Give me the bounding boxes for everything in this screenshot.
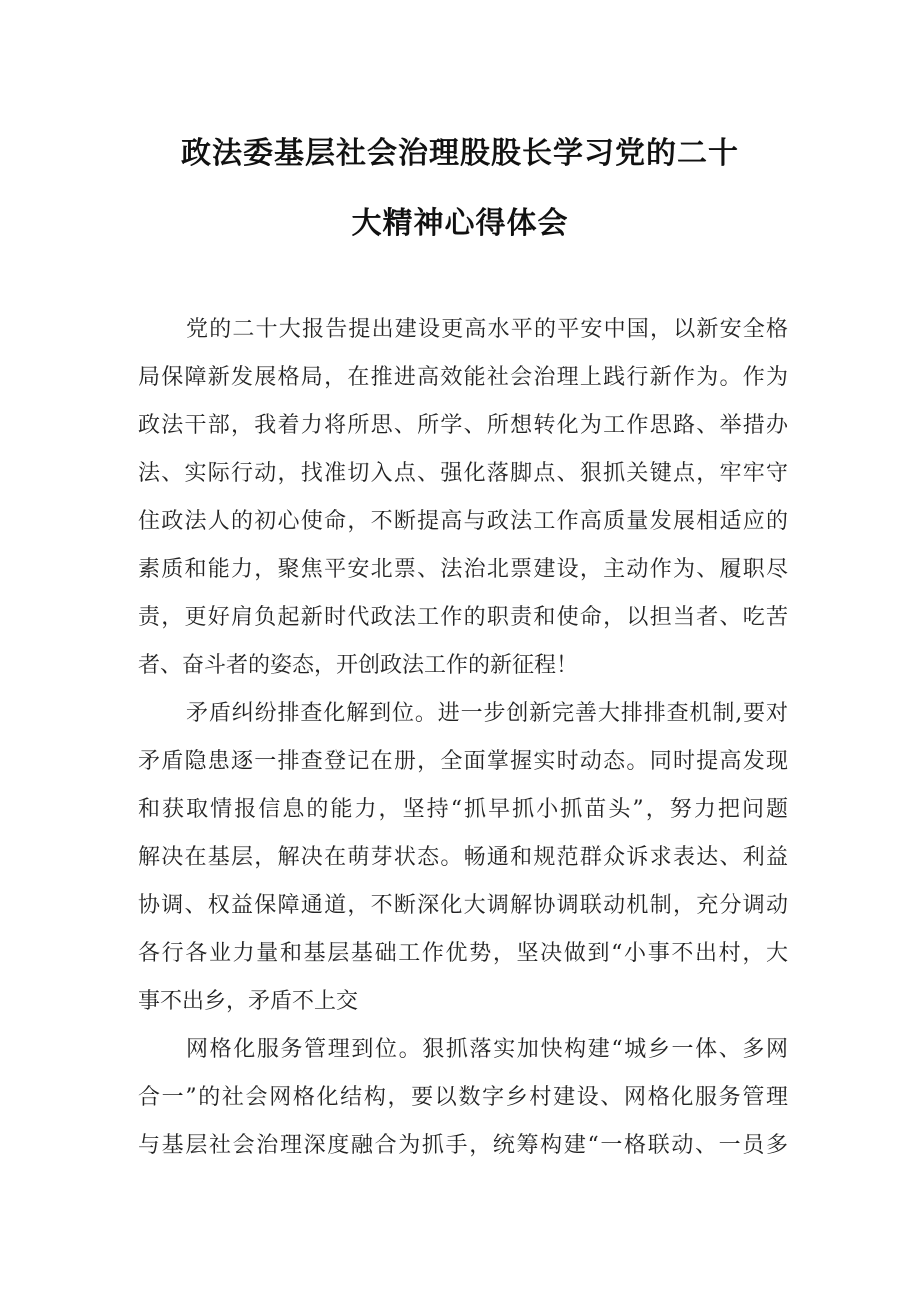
paragraph-3-line: 与基层社会治理深度融合为抓手，统筹构建“一格联动、一员多 (138, 1133, 788, 1158)
paragraph-2-line: 各行各业力量和基层基础工作优势，坚决做到“小事不出村，大 (138, 941, 788, 966)
paragraph-2-line: 协调、权益保障通道，不断深化大调解协调联动机制，充分调动 (138, 893, 788, 918)
paragraph-3-line: 合一”的社会网格化结构，要以数字乡村建设、网格化服务管理 (138, 1085, 788, 1110)
document-title-line-2: 大精神心得体会 (351, 206, 569, 241)
paragraph-2-line: 解决在基层，解决在萌芽状态。畅通和规范群众诉求表达、利益 (138, 845, 788, 870)
paragraph-1-line: 住政法人的初心使命，不断提高与政法工作高质量发展相适应的 (138, 509, 788, 534)
paragraph-1-line: 政法干部，我着力将所思、所学、所想转化为工作思路、举措办 (138, 413, 788, 438)
paragraph-2-line: 和获取情报信息的能力，坚持“抓早抓小抓苗头”，努力把问题 (138, 797, 788, 822)
paragraph-3-line: 网格化服务管理到位。狠抓落实加快构建“城乡一体、多网 (186, 1037, 788, 1062)
paragraph-2-line: 事不出乡，矛盾不上交 (138, 989, 359, 1014)
paragraph-1-line: 责，更好肩负起新时代政法工作的职责和使命，以担当者、吃苦 (138, 605, 788, 630)
paragraph-1-line: 党的二十大报告提出建设更高水平的平安中国，以新安全格 (186, 317, 788, 342)
paragraph-1-line: 法、实际行动，找准切入点、强化落脚点、狠抓关键点，牢牢守 (138, 461, 788, 486)
paragraph-1-line: 者、奋斗者的姿态，开创政法工作的新征程！ (138, 653, 579, 678)
paragraph-2-line: 矛盾隐患逐一排查登记在册，全面掌握实时动态。同时提高发现 (138, 749, 788, 774)
paragraph-1-line: 局保障新发展格局，在推进高效能社会治理上践行新作为。作为 (138, 365, 788, 390)
document-title-line-1: 政法委基层社会治理股股长学习党的二十 (181, 136, 739, 171)
paragraph-1-line: 素质和能力，聚焦平安北票、法治北票建设，主动作为、履职尽 (138, 557, 788, 582)
paragraph-2-line: 矛盾纠纷排查化解到位。进一步创新完善大排排查机制,要对 (186, 701, 788, 726)
